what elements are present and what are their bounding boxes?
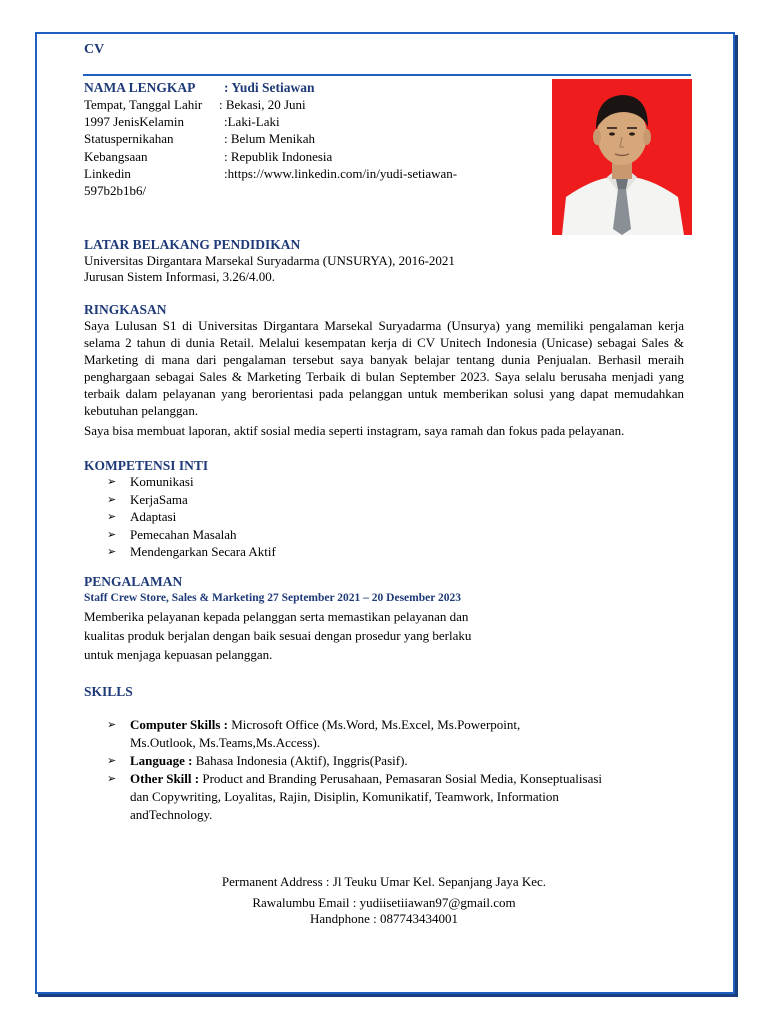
- arrow-bullet-icon: ➢: [107, 718, 117, 731]
- experience-line-2: kualitas produk berjalan dengan baik sesuai dengan prosedur yang berlaku: [84, 628, 472, 643]
- cv-title: CV: [84, 42, 105, 57]
- summary-paragraph-2: Saya bisa membuat laporan, aktif sosial media seperti instagram, saya ramah dan fokus pada pelayanan.: [84, 423, 625, 438]
- footer-address-line-1: Permanent Address : Jl Teuku Umar Kel. Sepanjang Jaya Kec.: [221, 874, 547, 889]
- competencies-heading: KOMPETENSI INTI: [84, 458, 209, 473]
- experience-heading: PENGALAMAN: [84, 574, 183, 589]
- list-item: ➢ Language : Bahasa Indonesia (Aktif), Inggris(Pasif).: [107, 753, 408, 768]
- profile-photo: [552, 79, 692, 235]
- list-item: ➢ Komunikasi: [107, 474, 194, 489]
- person-photo-icon: [552, 79, 692, 235]
- competencies-list: [107, 473, 276, 561]
- arrow-bullet-icon: ➢: [107, 475, 117, 488]
- education-line-1: Universitas Dirgantara Marsekal Suryadarma (UNSURYA), 2016-2021: [84, 253, 455, 268]
- footer-address-line-2: Rawalumbu Email : yudiisetiiawan97@gmail.com: [252, 895, 516, 910]
- header-divider: [83, 74, 691, 76]
- nationality-value: : Republik Indonesia: [224, 149, 333, 164]
- list-item: dan Copywriting, Loyalitas, Rajin, Disiplin, Komunikatif, Teamwork, Information: [130, 789, 559, 804]
- birth-value: : Bekasi, 20 Juni: [219, 97, 306, 112]
- arrow-bullet-icon: ➢: [107, 754, 117, 767]
- gender-value: :Laki-Laki: [224, 114, 280, 129]
- education-heading: LATAR BELAKANG PENDIDIKAN: [84, 237, 301, 252]
- skills-heading: SKILLS: [84, 684, 133, 699]
- summary-heading: RINGKASAN: [84, 302, 167, 317]
- year-gender-label: 1997 JenisKelamin: [84, 114, 185, 129]
- birth-label: Tempat, Tanggal Lahir: [84, 97, 203, 112]
- skills-list: [107, 716, 602, 824]
- list-item: andTechnology.: [130, 807, 213, 822]
- nationality-label: Kebangsaan: [84, 149, 148, 164]
- name-label: NAMA LENGKAP: [84, 80, 196, 95]
- status-label: Statuspernikahan: [84, 131, 174, 146]
- linkedin-link[interactable]: :https://www.linkedin.com/in/yudi-setiawan-: [224, 166, 458, 181]
- experience-line-1: Memberika pelayanan kepada pelanggan serta memastikan pelayanan dan: [84, 609, 469, 624]
- list-item: ➢ Computer Skills : Microsoft Office (Ms.Word, Ms.Excel, Ms.Powerpoint,: [107, 717, 521, 732]
- list-item: ➢ Other Skill : Product and Branding Perusahaan, Pemasaran Sosial Media, Konseptualisasi: [107, 771, 603, 786]
- arrow-bullet-icon: ➢: [107, 527, 117, 541]
- status-value: : Belum Menikah: [224, 131, 315, 146]
- summary-paragraph-1: Saya Lulusan S1 di Universitas Dirgantara Marsekal Suryadarma (Unsurya) yang memiliki pengalaman kerja selama 2 tahun di dunia Retail. Melalui kesempatan kerja di CV Unitech Indonesia (Unicase) sebagai Sales & Marketing di mana dari pengalaman tersebut saya banyak belajar tentang dunia Penjualan. Berhasil meraih penghargaan sebagai Sales & Marketing Terbaik di bulan September 2023. Saya selalu berusaha menjadi yang terbaik dalam pelayanan yang berorientasi pada pelanggan untuk memberikan solusi yang dapat memudahkan kebutuhan pelanggan.: [84, 318, 684, 418]
- list-item: ➢ Mendengarkan Secara Aktif: [107, 544, 276, 559]
- footer-phone: Handphone : 087743434001: [309, 911, 459, 926]
- linkedin-link-cont[interactable]: 597b2b1b6/: [84, 183, 147, 198]
- list-item: Ms.Outlook, Ms.Teams,Ms.Access).: [130, 735, 321, 750]
- arrow-bullet-icon: ➢: [107, 492, 117, 506]
- name-value: : Yudi Setiawan: [224, 80, 315, 95]
- arrow-bullet-icon: ➢: [107, 545, 117, 558]
- list-item: ➢ Adaptasi: [107, 509, 177, 524]
- list-item: ➢ KerjaSama: [107, 491, 188, 507]
- arrow-bullet-icon: ➢: [107, 510, 117, 523]
- arrow-bullet-icon: ➢: [107, 772, 117, 785]
- list-item: ➢ Pemecahan Masalah: [107, 526, 237, 542]
- experience-role: Staff Crew Store, Sales & Marketing 27 September 2021 – 20 Desember 2023: [84, 592, 461, 604]
- linkedin-label: Linkedin: [84, 166, 131, 181]
- experience-line-3: untuk menjaga kepuasan pelanggan.: [84, 647, 273, 662]
- education-line-2: Jurusan Sistem Informasi, 3.26/4.00.: [84, 269, 276, 284]
